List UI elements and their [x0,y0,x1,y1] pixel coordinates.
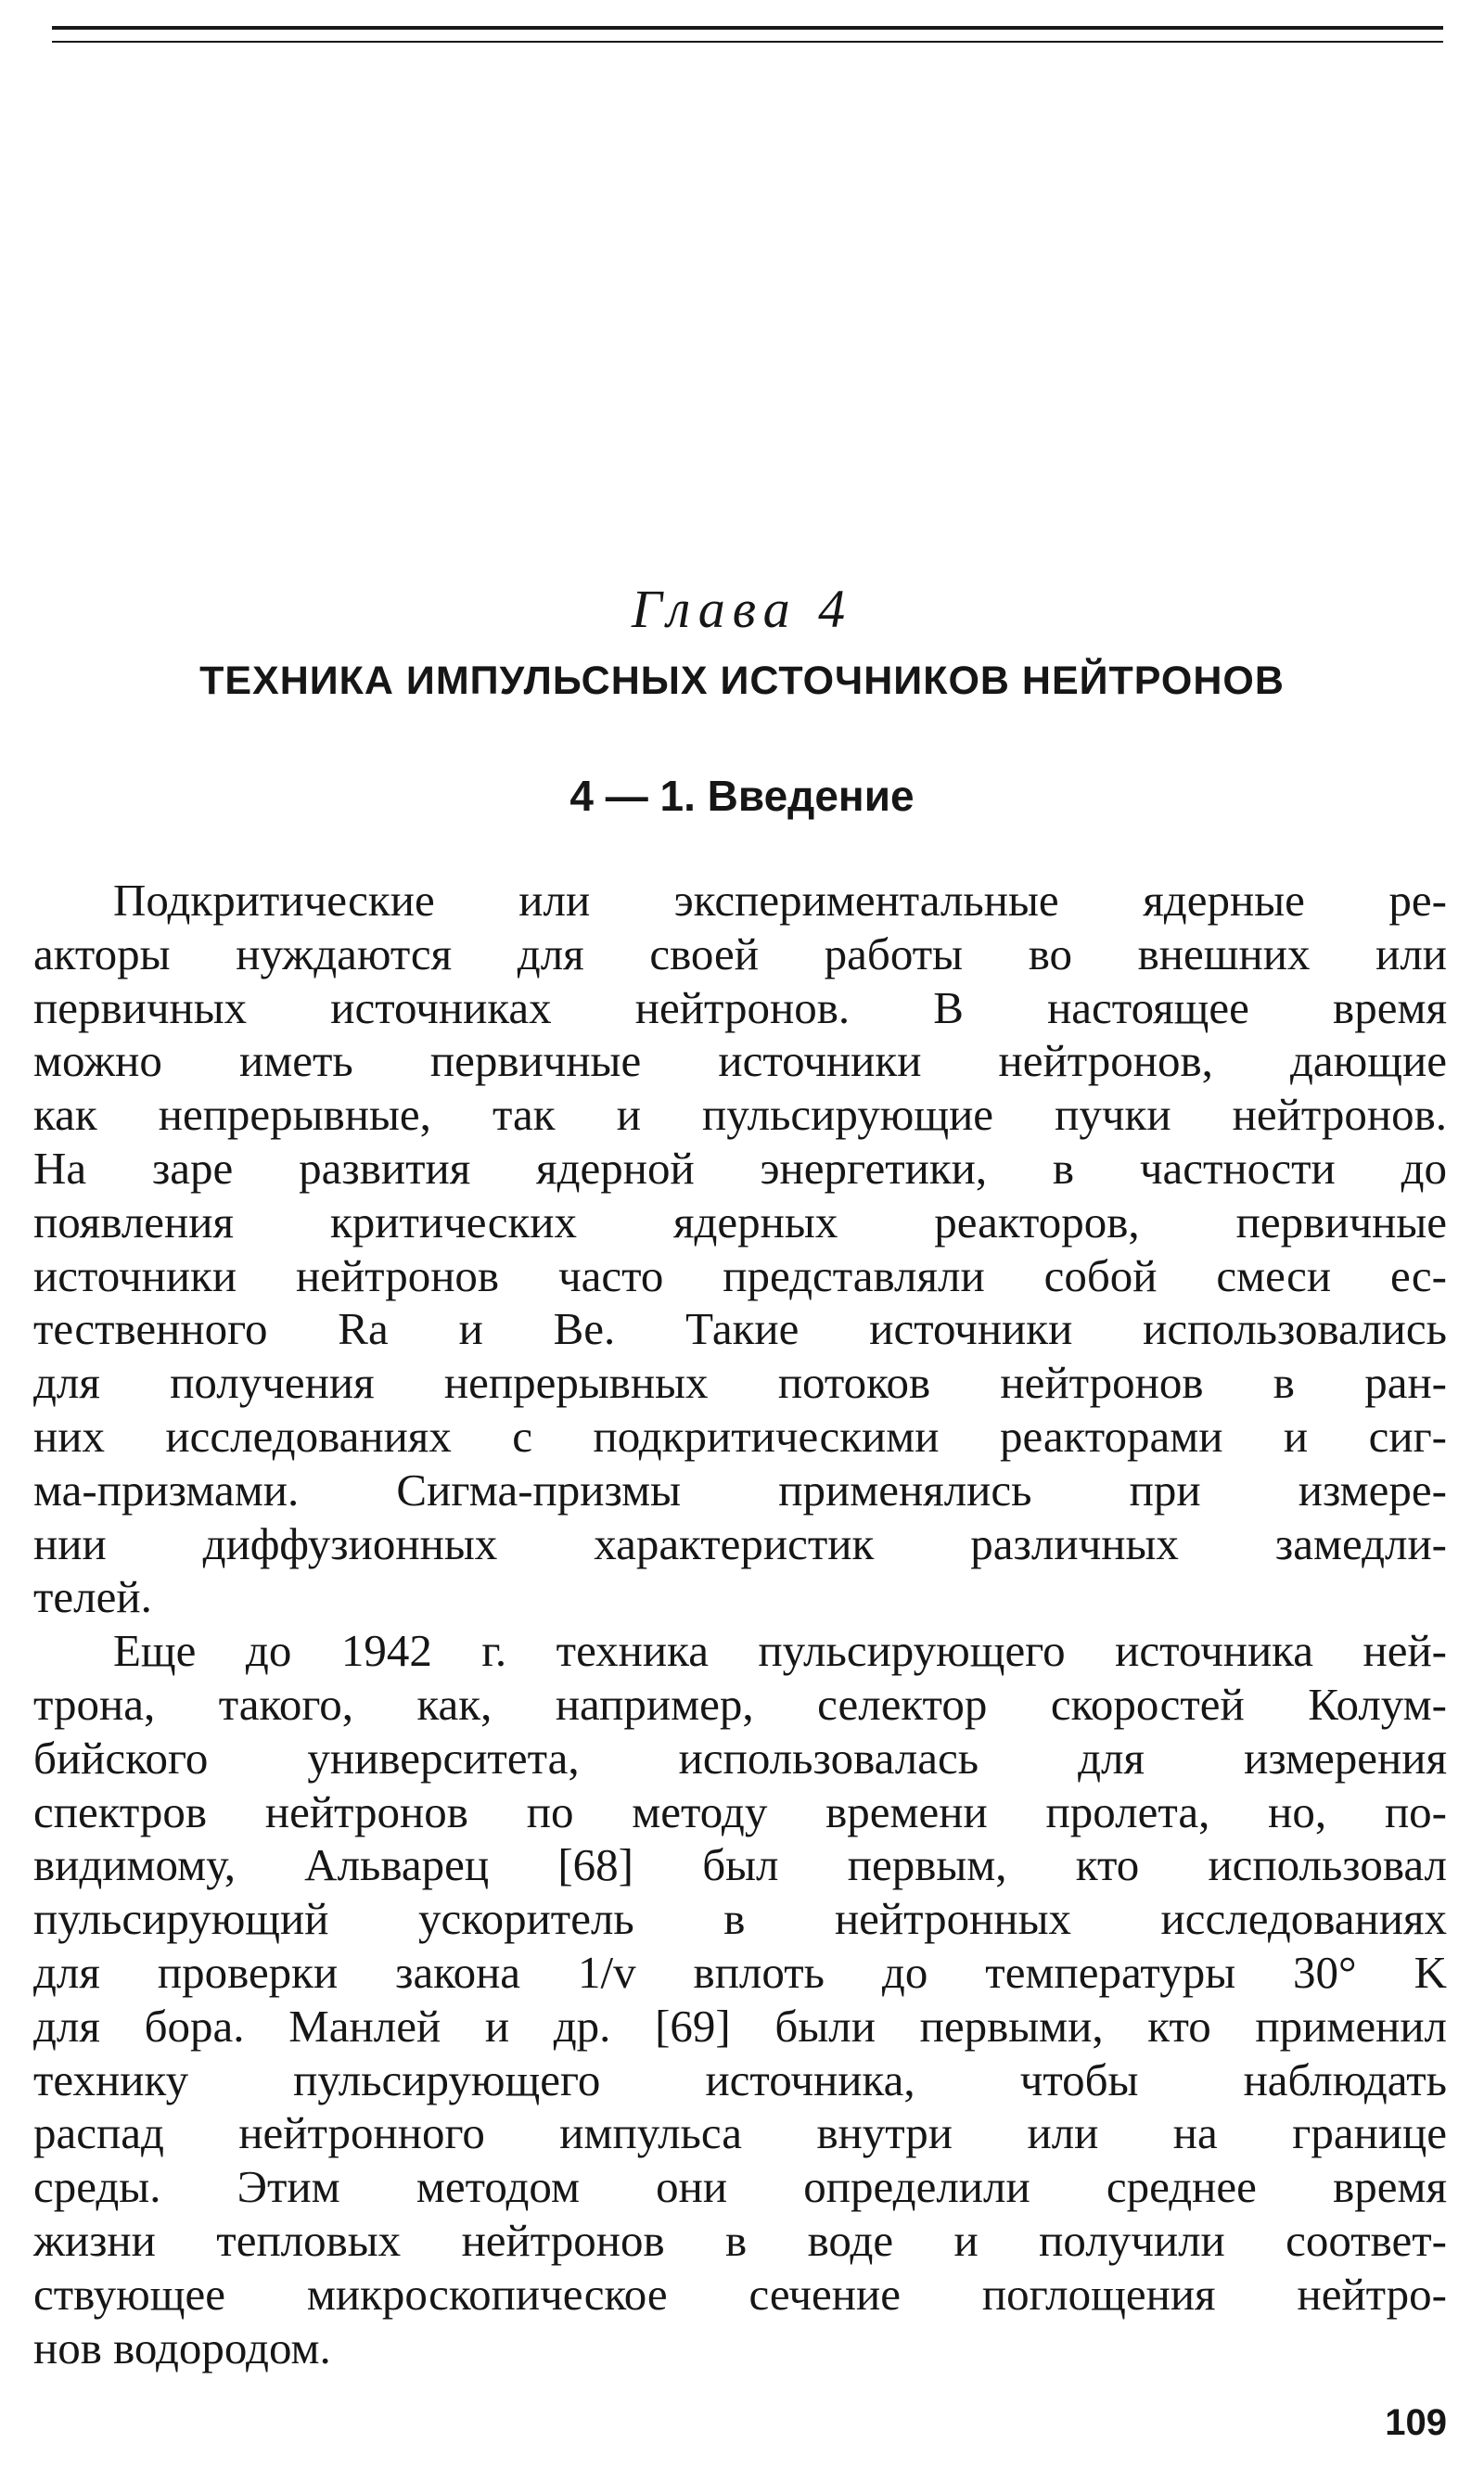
text-line: трона, такого, как, например, селектор скоростей Колум- [33,1678,1447,1730]
text-line: ма-призмами. Сигма-призмы применялись при измере- [33,1464,1447,1516]
text-line: Подкритические или экспериментальные ядерные ре- [113,875,1447,926]
text-line: акторы нуждаются для своей работы во внешних или [33,927,1447,979]
text-line: Еще до 1942 г. техника пульсирующего источника ней- [113,1625,1447,1677]
text-line: появления критических ядерных реакторов, первичные [33,1196,1447,1247]
text-line: видимому, Альварец [68] был первым, кто использовал [33,1839,1447,1891]
text-line: спектров нейтронов по методу времени пролета, но, по- [33,1785,1447,1837]
header-rule-thick [52,26,1443,30]
text-line: как непрерывные, так и пульсирующие пучки нейтронов. [33,1089,1447,1141]
chapter-label: Глава 4 [631,579,853,639]
text-line: них исследованиях с подкритическими реакторами и сиг- [33,1410,1447,1462]
text-line: источники нейтронов часто представляли собой смеси ес- [33,1249,1447,1301]
text-line: можно иметь первичные источники нейтронов, дающие [33,1035,1447,1087]
text-line: среды. Этим методом они определили среднее время [33,2161,1447,2213]
section-title: 4 — 1. Введение [569,772,915,820]
text-line: распад нейтронного импульса внутри или на границе [33,2107,1447,2159]
text-line: первичных источниках нейтронов. В настоящее время [33,981,1447,1033]
text-line: тественного Ra и Be. Такие источники использовались [33,1303,1447,1355]
text-line: нов водородом. [33,2322,331,2373]
text-line: для бора. Манлей и др. [69] были первыми, кто применил [33,2000,1447,2052]
text-line: жизни тепловых нейтронов в воде и получили соответ- [33,2214,1447,2266]
page-number: 109 [1385,2402,1447,2443]
chapter-title: ТЕХНИКА ИМПУЛЬСНЫХ ИСТОЧНИКОВ НЕЙТРОНОВ [199,659,1285,703]
text-line: бийского университета, использовалась для измерения [33,1732,1447,1784]
paragraph-1 [33,874,1447,1624]
text-line: для получения непрерывных потоков нейтронов в ран- [33,1357,1447,1409]
text-line: технику пульсирующего источника, чтобы наблюдать [33,2053,1447,2105]
text-line: ствующее микроскопическое сечение поглощения нейтро- [33,2268,1447,2320]
body-text [33,874,1447,2374]
text-line: нии диффузионных характеристик различных замедли- [33,1517,1447,1569]
text-line: пульсирующий ускоритель в нейтронных исследованиях [33,1893,1447,1945]
paragraph-2 [33,1624,1447,2374]
text-line: На заре развития ядерной энергетики, в частности до [33,1142,1447,1194]
header-rule-thin [52,41,1443,43]
text-line: для проверки закона 1/v вплоть до температуры 30° K [33,1946,1447,1998]
text-line: телей. [33,1571,152,1623]
